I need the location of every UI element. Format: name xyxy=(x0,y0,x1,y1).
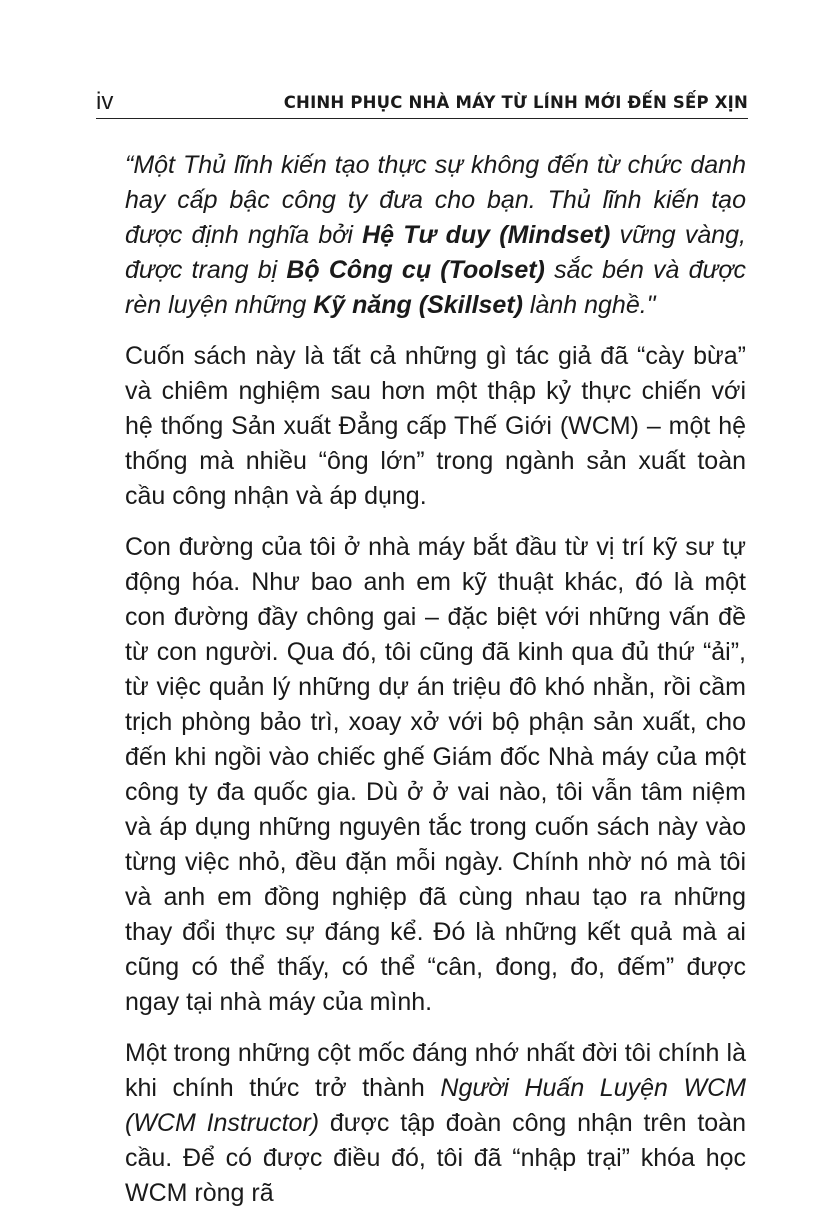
running-title: CHINH PHỤC NHÀ MÁY TỪ LÍNH MỚI ĐẾN SẾP XỊN xyxy=(283,93,748,112)
quote-text: vững vàng, được trang bị xyxy=(125,221,746,284)
paragraph-3-text: được tập đoàn công nhận trên toàn cầu. Để có được điều đó, tôi đã “nhập trại” khóa học WCM ròng rã xyxy=(125,1109,746,1207)
quote-text: “Một Thủ lĩnh kiến tạo thực sự không đến từ chức danh hay cấp bậc công ty đưa cho bạn. Thủ lĩnh kiến tạo được định nghĩa bởi xyxy=(125,151,746,249)
paragraph-1: Cuốn sách này là tất cả những gì tác giả đã “cày bừa” và chiêm nghiệm sau hơn một thập kỷ thực chiến với hệ thống Sản xuất Đẳng cấp Thế Giới (WCM) – một hệ thống mà nhiều “ông lớn” trong ngành sản xuất toàn cầu công nhận và áp dụng. xyxy=(125,342,746,510)
quote-paragraph xyxy=(125,148,746,323)
quote-mindset: Hệ Tư duy (Mindset) xyxy=(362,221,611,249)
quote-text: lành nghề." xyxy=(522,291,656,319)
wcm-instructor-title: Người Huấn Luyện WCM (WCM Instructor) xyxy=(125,1074,746,1137)
paragraph-2: Con đường của tôi ở nhà máy bắt đầu từ vị trí kỹ sư tự động hóa. Như bao anh em kỹ thuật khác, đó là một con đường đầy chông gai – đặc biệt với những vấn đề từ con người. Qua đó, tôi cũng đã kinh qua đủ thứ “ải”, từ việc quản lý những dự án triệu đô khó nhằn, rồi cầm trịch phòng bảo trì, xoay xở với bộ phận sản xuất, cho đến khi ngồi vào chiếc ghế Giám đốc Nhà máy của một công ty đa quốc gia. Dù ở ở vai nào, tôi vẫn tâm niệm và áp dụng những nguyên tắc trong cuốn sách này vào từng việc nhỏ, đều đặn mỗi ngày. Chính nhờ nó mà tôi và anh em đồng nghiệp đã cùng nhau tạo ra những thay đổi thực sự đáng kể. Đó là những kết quả mà ai cũng có thể thấy, có thể “cân, đong, đo, đếm” được ngay tại nhà máy của mình. xyxy=(125,533,746,1016)
body-text xyxy=(125,148,746,1227)
page-header xyxy=(96,88,748,119)
paragraph-3-text: Một trong những cột mốc đáng nhớ nhất đời tôi chính là khi chính thức trở thành xyxy=(125,1039,746,1102)
page-number: iv xyxy=(96,88,114,115)
quote-toolset: Bộ Công cụ (Toolset) xyxy=(286,256,545,284)
paragraph-3 xyxy=(125,1036,746,1211)
quote-text: sắc bén và được rèn luyện những xyxy=(125,256,746,319)
quote-skillset: Kỹ năng (Skillset) xyxy=(313,291,523,319)
